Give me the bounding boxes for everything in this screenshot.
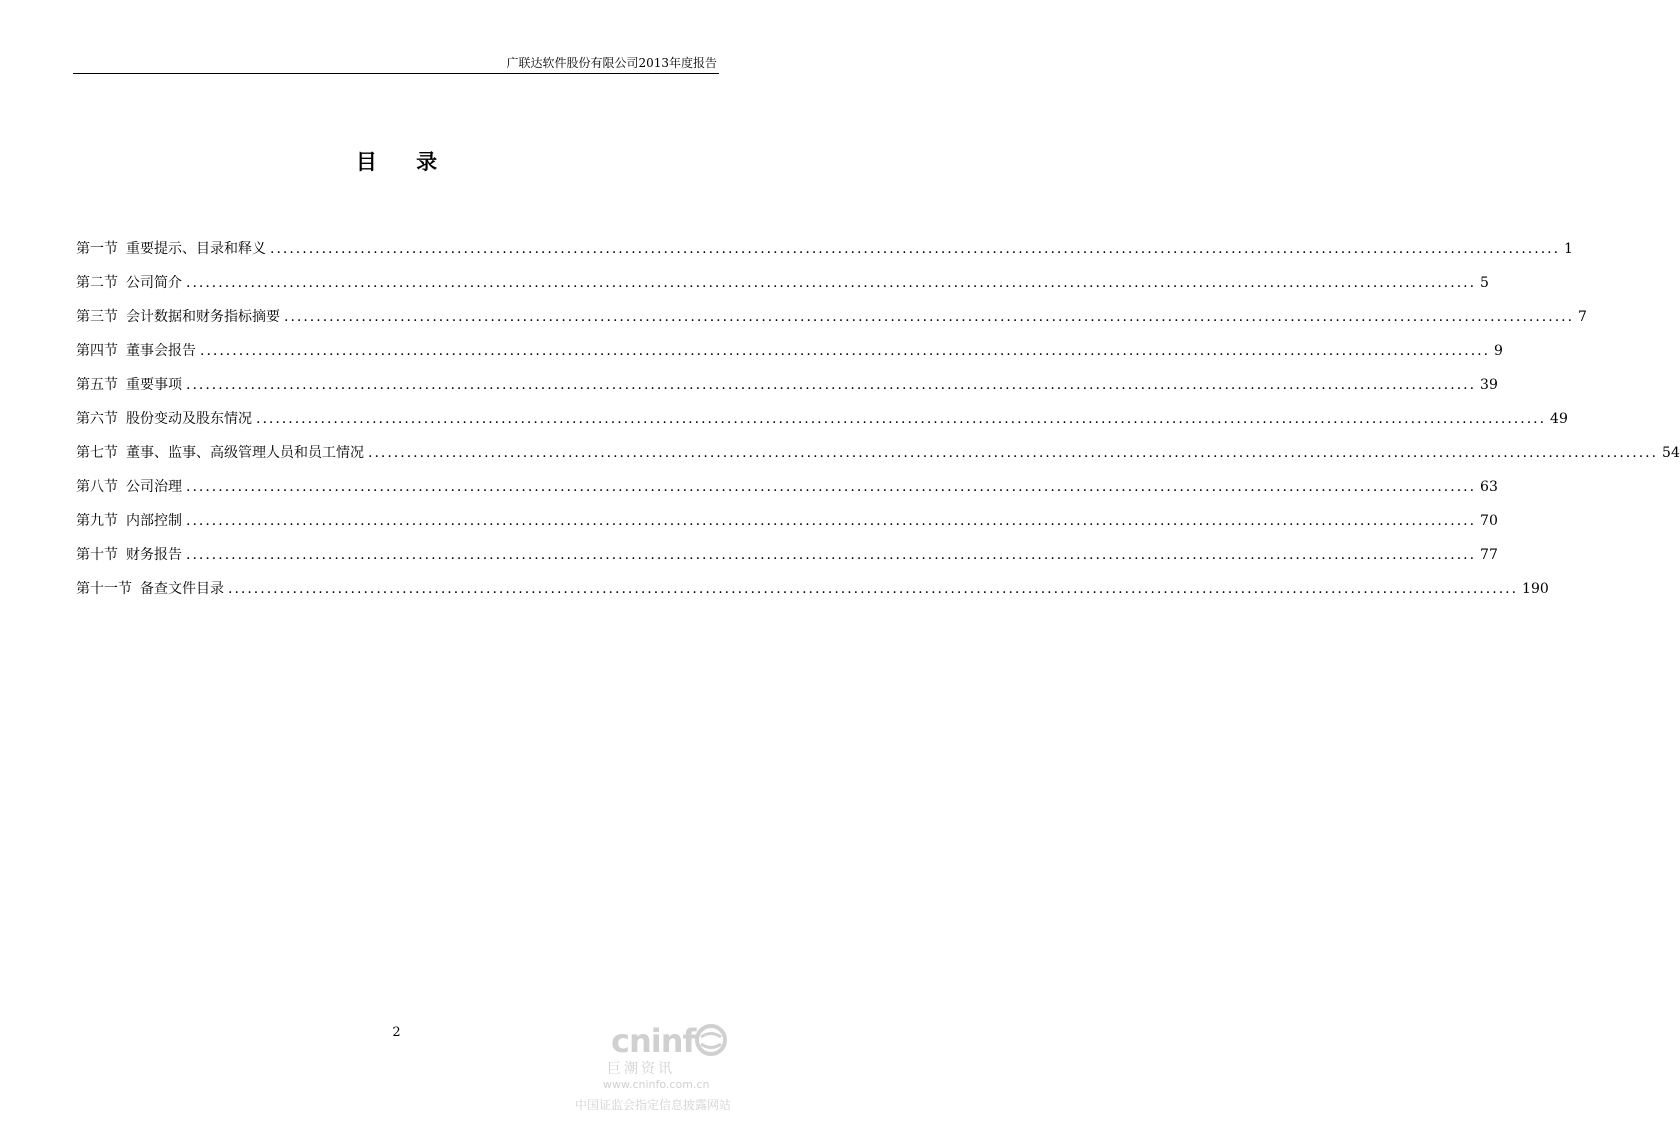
watermark-logo-text: cninf [611, 1022, 696, 1060]
toc-section: 第七节 [76, 445, 118, 461]
toc-section: 第二节 [76, 275, 118, 291]
dot-leader: ........................................................................................................................................................................................................ [256, 411, 1547, 427]
toc-entry[interactable] [76, 295, 1587, 329]
toc-title: 备查文件目录 [140, 581, 224, 597]
toc-entry-label [76, 373, 182, 397]
toc-entry[interactable] [76, 499, 1498, 533]
toc-title: 公司治理 [126, 479, 182, 495]
toc-entry[interactable] [76, 465, 1498, 499]
toc-entry[interactable] [76, 567, 1549, 601]
watermark-url: www.cninfo.com.cn [603, 1078, 710, 1091]
dot-leader: ........................................................................................................................................................................................................ [186, 547, 1477, 563]
toc-page-number: 49 [1550, 411, 1568, 427]
toc-entry-label [76, 543, 182, 567]
toc-section: 第九节 [76, 513, 118, 529]
toc-entry[interactable] [76, 431, 1680, 465]
toc-section: 第十一节 [76, 581, 132, 597]
toc-title: 股份变动及股东情况 [126, 411, 252, 427]
toc-title: 内部控制 [126, 513, 182, 529]
toc-section: 第三节 [76, 309, 118, 325]
toc-section: 第八节 [76, 479, 118, 495]
toc-entry-label [76, 339, 196, 363]
toc-title: 重要提示、目录和释义 [126, 241, 266, 257]
toc-page-number: 39 [1480, 377, 1498, 393]
toc-entry-label [76, 509, 182, 533]
dot-leader: ........................................................................................................................................................................................................ [186, 275, 1477, 291]
toc-entry-label [76, 577, 224, 601]
toc-page-number: 5 [1480, 275, 1489, 291]
toc-section: 第四节 [76, 343, 118, 359]
toc-page-number: 54 [1662, 445, 1680, 461]
page-number: 2 [392, 1025, 401, 1040]
toc-section: 第六节 [76, 411, 118, 427]
toc-entry-label [76, 407, 252, 431]
toc-title: 董事、监事、高级管理人员和员工情况 [126, 445, 364, 461]
dot-leader: ........................................................................................................................................................................................................ [228, 581, 1519, 597]
toc-title: 公司简介 [126, 275, 182, 291]
header-rule [73, 73, 719, 74]
toc-entry-label [76, 475, 182, 499]
page-title: 目 录 [355, 150, 454, 174]
watermark-description: 中国证监会指定信息披露网站 [575, 1098, 732, 1112]
toc-entry[interactable] [76, 533, 1498, 567]
toc-entry[interactable] [76, 397, 1568, 431]
dot-leader: ........................................................................................................................................................................................................ [284, 309, 1575, 325]
dot-leader: ........................................................................................................................................................................................................ [186, 377, 1477, 393]
dot-leader: ........................................................................................................................................................................................................ [186, 513, 1477, 529]
toc-section: 第五节 [76, 377, 118, 393]
toc-entry[interactable] [76, 227, 1573, 261]
toc-section: 第十节 [76, 547, 118, 563]
toc-entry-label [76, 305, 280, 329]
table-of-contents [76, 227, 1680, 601]
dot-leader: ........................................................................................................................................................................................................ [270, 241, 1561, 257]
cninfo-watermark [575, 1022, 765, 1114]
toc-title: 董事会报告 [126, 343, 196, 359]
toc-entry-label [76, 271, 182, 295]
toc-page-number: 77 [1480, 547, 1498, 563]
toc-page-number: 9 [1494, 343, 1503, 359]
toc-entry[interactable] [76, 261, 1489, 295]
toc-page-number: 63 [1480, 479, 1498, 495]
running-header: 广联达软件股份有限公司2013年度报告 [506, 56, 717, 70]
watermark-name-cn: 巨潮资讯 [607, 1061, 675, 1077]
dot-leader: ........................................................................................................................................................................................................ [186, 479, 1477, 495]
toc-entry-label [76, 441, 364, 465]
toc-entry-label [76, 237, 266, 261]
toc-page-number: 70 [1480, 513, 1498, 529]
toc-title: 重要事项 [126, 377, 182, 393]
toc-page-number: 1 [1564, 241, 1573, 257]
toc-section: 第一节 [76, 241, 118, 257]
toc-entry[interactable] [76, 363, 1498, 397]
toc-page-number: 190 [1522, 581, 1549, 597]
toc-page-number: 7 [1578, 309, 1587, 325]
dot-leader: ........................................................................................................................................................................................................ [368, 445, 1659, 461]
toc-title: 财务报告 [126, 547, 182, 563]
toc-entry[interactable] [76, 329, 1503, 363]
cninfo-logo-icon [695, 1024, 727, 1056]
dot-leader: ........................................................................................................................................................................................................ [200, 343, 1491, 359]
toc-title: 会计数据和财务指标摘要 [126, 309, 280, 325]
